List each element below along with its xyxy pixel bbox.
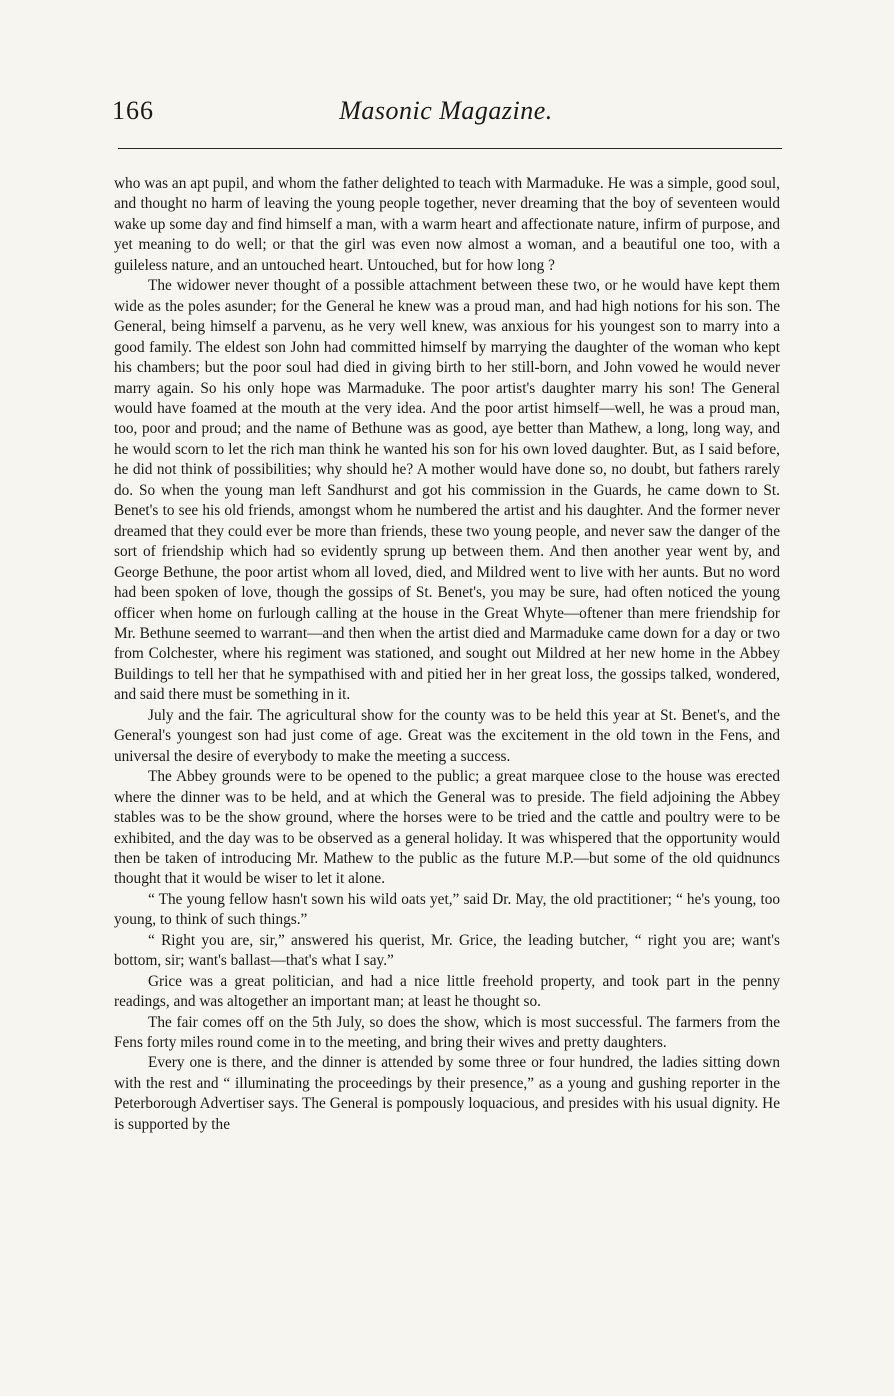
paragraph: The fair comes off on the 5th July, so does the show, which is most successful. The farmers from the Fens forty miles round come in to the meeting, and bring their wives and pretty daughters. (114, 1013, 780, 1052)
paragraph: “ Right you are, sir,” answered his querist, Mr. Grice, the leading butcher, “ right you are; want's bottom, sir; want's ballast—that's what I say.” (114, 931, 780, 970)
paragraph: The Abbey grounds were to be opened to the public; a great marquee close to the house was erected where the dinner was to be held, and at which the General was to preside. The field adjoining the Abbey stables was to be the show ground, where the horses were to be tried and the cattle and poultry were to be exhibited, and the day was to be observed as a general holiday. It was whispered that the opportunity would then be taken of introducing Mr. Mathew to the public as the future M.P.—but some of the old quidnuncs thought that it would be wiser to let it alone. (114, 768, 780, 888)
paragraph: who was an apt pupil, and whom the father delighted to teach with Marmaduke. He was a simple, good soul, and thought no harm of leaving the young people together, never dreaming that the boy of seventeen would wake up some day and find himself a man, with a warm heart and affectionate nature, infirm of purpose, and yet meaning to do well; or that the girl was even now almost a woman, and a beautiful one too, with a guileless nature, and an untouched heart. Untouched, but for how long ? (114, 175, 780, 274)
article-body (114, 174, 780, 1135)
paragraph: July and the fair. The agricultural show for the county was to be held this year at St. Benet's, and the General's youngest son had just come of age. Great was the excitement in the old town in the Fens, and universal the desire of everybody to make the meeting a success. (114, 706, 780, 765)
paragraph: Grice was a great politician, and had a nice little freehold property, and took part in the penny readings, and was altogether an important man; at least he thought so. (114, 972, 780, 1011)
paragraph: Every one is there, and the dinner is attended by some three or four hundred, the ladies sitting down with the rest and “ illuminating the proceedings by their presence,” as a young and gushing reporter in the Peterborough Advertiser says. The General is pompously loquacious, and presides with his usual dignity. He is supported by the (114, 1054, 780, 1133)
paragraph: The widower never thought of a possible attachment between these two, or he would have kept them wide as the poles asunder; for the General he knew was a proud man, and had high notions for his son. The General, being himself a parvenu, as he very well knew, was anxious for his youngest son to marry into a good family. The eldest son John had committed himself by marrying the daughter of the woman who kept his chambers; but the poor soul had died in giving birth to her still-born, and John vowed he would never marry again. So his only hope was Marmaduke. The poor artist's daughter marry his son! The General would have foamed at the mouth at the very idea. And the poor artist himself—well, he was a proud man, too, poor and proud; and the name of Bethune was as good, aye better than Mathew, a long, long way, and he would scorn to let the rich man think he wanted his son for his own loved daughter. But, as I said before, he did not think of possibilities; why should he? A mother would have done so, no doubt, but fathers rarely do. So when the young man left Sandhurst and got his commission in the Guards, he came down to St. Benet's to see his old friends, amongst whom he numbered the artist and his daughter. And the former never dreamed that they could ever be more than friends, these two young people, and never saw the danger of the sort of friendship which had so evidently sprung up between them. And then another year went by, and George Bethune, the poor artist whom all loved, died, and Mildred went to live with her aunts. But no word had been spoken of love, though the gossips of St. Benet's, you may be sure, had often noticed the young officer when home on furlough calling at the house in the Great Whyte—oftener than mere friendship for Mr. Bethune seemed to warrant—and then when the artist died and Marmaduke came down for a day or two from Colchester, where his regiment was stationed, and sought out Mildred at her new home in the Abbey Buildings to tell her that he sympathised with and pitied her in her great loss, the gossips talked, wondered, and said there must be something in it. (114, 277, 780, 704)
paragraph: “ The young fellow hasn't sown his wild oats yet,” said Dr. May, the old practitioner; “ he's young, too young, to think of such things.” (114, 890, 780, 929)
running-title: Masonic Magazine. (339, 96, 553, 125)
page-header (112, 96, 780, 136)
header-rule (118, 148, 782, 149)
page-number: 166 (112, 96, 154, 125)
